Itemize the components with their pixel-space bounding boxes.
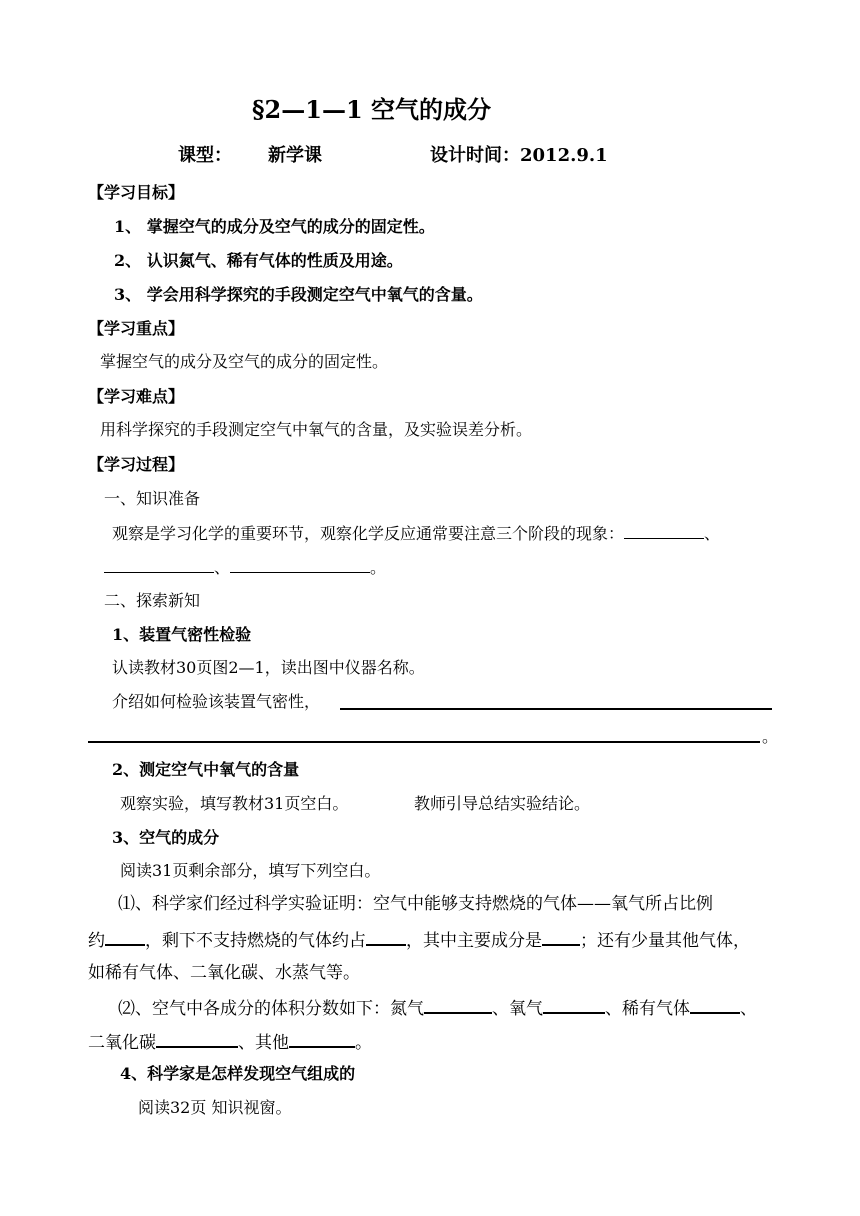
observation-blank-3[interactable] bbox=[230, 557, 370, 573]
text-fragment: 、其他 bbox=[238, 1033, 289, 1053]
text-fragment: ，剩下不支持燃烧的气体约占 bbox=[145, 931, 366, 951]
goal-item-2: 2、 认识氮气、稀有气体的性质及用途。 bbox=[114, 251, 403, 270]
co2-fraction-blank[interactable] bbox=[156, 1031, 238, 1048]
course-type-value: 新学课 bbox=[268, 145, 322, 166]
comma: 、 bbox=[704, 524, 721, 543]
paragraph2-line2 bbox=[88, 1031, 372, 1053]
key-text: 掌握空气的成分及空气的成分的固定性。 bbox=[100, 352, 389, 371]
text-fragment: ；还有少量其他气体， bbox=[580, 931, 750, 951]
goal-item-3: 3、 学会用科学探究的手段测定空气中氧气的含量。 bbox=[114, 285, 483, 304]
goal-item-1: 1、 掌握空气的成分及空气的成分的固定性。 bbox=[114, 217, 435, 236]
oxygen-ratio-blank[interactable] bbox=[105, 929, 145, 946]
course-type-label: 课型： bbox=[178, 145, 232, 166]
item1-title: 1、装置气密性检验 bbox=[112, 625, 252, 644]
nitrogen-fraction-blank[interactable] bbox=[424, 997, 492, 1014]
text-fragment: ⑵、空气中各成分的体积分数如下：氮气 bbox=[118, 999, 424, 1019]
observation-blank-2[interactable] bbox=[104, 557, 214, 573]
other-fraction-blank[interactable] bbox=[289, 1031, 355, 1048]
text-fragment: 约 bbox=[88, 931, 105, 951]
key-heading: 【学习重点】 bbox=[88, 319, 185, 338]
item1-line2: 介绍如何检验该装置气密性， bbox=[112, 692, 321, 711]
process-heading: 【学习过程】 bbox=[88, 455, 185, 474]
item3-title: 3、空气的成分 bbox=[112, 828, 220, 847]
period: 。 bbox=[370, 558, 387, 577]
main-component-blank[interactable] bbox=[542, 929, 580, 946]
period: 。 bbox=[355, 1033, 372, 1053]
observation-blank-1[interactable] bbox=[624, 523, 704, 539]
item2-text-a: 观察实验，填写教材31页空白。 bbox=[120, 794, 349, 813]
oxygen-fraction-blank[interactable] bbox=[543, 997, 605, 1014]
remaining-gas-blank[interactable] bbox=[366, 929, 406, 946]
airtightness-answer-line-2[interactable] bbox=[88, 741, 760, 743]
difficulty-heading: 【学习难点】 bbox=[88, 387, 185, 406]
item3-intro: 阅读31页剩余部分，填写下列空白。 bbox=[120, 861, 381, 880]
item4-title: 4、科学家是怎样发现空气组成的 bbox=[120, 1064, 356, 1083]
section1-sentence: 观察是学习化学的重要环节，观察化学反应通常要注意三个阶段的现象： bbox=[112, 524, 625, 543]
section2-title: 二、探索新知 bbox=[104, 591, 201, 610]
paragraph2-line1 bbox=[118, 997, 757, 1019]
comma: 、 bbox=[214, 558, 231, 577]
text-fragment: 、 bbox=[740, 999, 757, 1019]
paragraph1-line3: 如稀有气体、二氧化碳、水蒸气等。 bbox=[88, 963, 360, 983]
design-time: 设计时间：2012.9.1 bbox=[430, 145, 608, 166]
text-fragment: 、稀有气体 bbox=[605, 999, 690, 1019]
goals-heading: 【学习目标】 bbox=[88, 183, 185, 202]
text-fragment: 二氧化碳 bbox=[88, 1033, 156, 1053]
rare-gas-fraction-blank[interactable] bbox=[690, 997, 740, 1014]
page-title: §2—1—1 空气的成分 bbox=[252, 95, 492, 124]
item2-title: 2、测定空气中氧气的含量 bbox=[112, 760, 300, 779]
text-fragment: ，其中主要成分是 bbox=[406, 931, 542, 951]
paragraph1-line2 bbox=[88, 929, 750, 951]
item1-line1: 认读教材30页图2—1，读出图中仪器名称。 bbox=[112, 658, 425, 677]
difficulty-text: 用科学探究的手段测定空气中氧气的含量，及实验误差分析。 bbox=[100, 420, 533, 439]
item4-text: 阅读32页 知识视窗。 bbox=[138, 1098, 292, 1117]
paragraph1-line1: ⑴、科学家们经过科学实验证明：空气中能够支持燃烧的气体——氧气所占比例 bbox=[118, 894, 713, 914]
section1-text bbox=[112, 523, 720, 544]
airtightness-answer-line-1[interactable] bbox=[340, 708, 772, 710]
item2-text-b: 教师引导总结实验结论。 bbox=[414, 794, 591, 813]
period: 。 bbox=[762, 727, 779, 746]
section1-text-cont bbox=[104, 557, 386, 578]
section1-title: 一、知识准备 bbox=[104, 489, 201, 508]
text-fragment: 、氧气 bbox=[492, 999, 543, 1019]
